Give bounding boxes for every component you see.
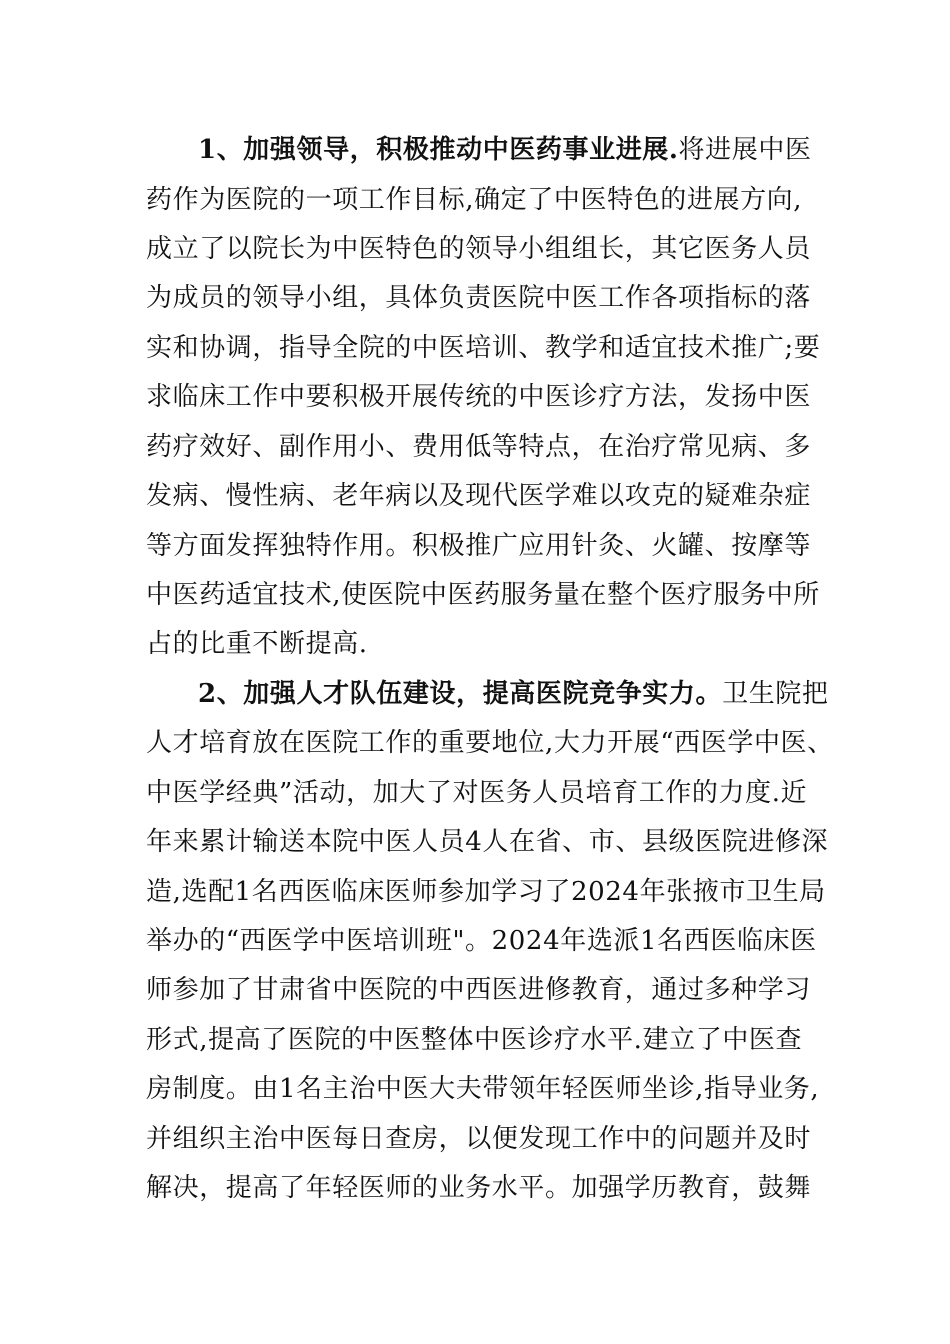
paragraph-1-line-10: 中医药适宜技术,使医院中医药服务量在整个医疗服务中所	[146, 580, 820, 610]
paragraph-1-heading: 1、加强领导，积极推动中医药事业进展.	[198, 135, 679, 165]
paragraph-2-line-1	[198, 674, 829, 714]
paragraph-1-line-7: 药疗效好、副作用小、费用低等特点，在治疗常见病、多	[146, 432, 812, 462]
paragraph-1-line-6: 求临床工作中要积极开展传统的中医诊疗方法，发扬中医	[146, 382, 812, 412]
paragraph-2-line-8: 形式,提高了医院的中医整体中医诊疗水平.建立了中医查	[146, 1025, 803, 1055]
paragraph-2-line-7: 师参加了甘肃省中医院的中西医进修教育，通过多种学习	[146, 975, 812, 1005]
paragraph-2-line-11: 解决，提高了年轻医师的业务水平。加强学历教育，鼓舞	[146, 1173, 812, 1203]
paragraph-1-text: 将进展中医	[678, 135, 812, 165]
paragraph-1-line-9: 等方面发挥独特作用。积极推广应用针灸、火罐、按摩等	[146, 531, 812, 561]
paragraph-1-line-8: 发病、慢性病、老年病以及现代医学难以攻克的疑难杂症	[146, 481, 812, 511]
paragraph-1-line-3: 成立了以院长为中医特色的领导小组组长，其它医务人员	[146, 234, 812, 264]
paragraph-2-text: 卫生院把	[722, 679, 829, 709]
paragraph-1-line-2: 药作为医院的一项工作目标,确定了中医特色的进展方向,	[146, 185, 803, 215]
paragraph-1-line-11: 占的比重不断提高.	[146, 629, 368, 659]
paragraph-2-line-3: 中医学经典”活动，加大了对医务人员培育工作的力度.近	[146, 778, 808, 808]
paragraph-2-line-10: 并组织主治中医每日查房，以便发现工作中的问题并及时	[146, 1124, 812, 1154]
paragraph-2-line-5: 造,选配1名西医临床医师参加学习了2024年张掖市卫生局	[146, 877, 826, 907]
paragraph-2-line-2: 人才培育放在医院工作的重要地位,大力开展“西医学中医、	[146, 728, 834, 758]
paragraph-1-line-5: 实和协调，指导全院的中医培训、教学和适宜技术推广;要	[146, 333, 821, 363]
paragraph-2-line-6: 举办的“西医学中医培训班"。2024年选派1名西医临床医	[146, 926, 817, 956]
paragraph-2-line-9: 房制度。由1名主治中医大夫带领年轻医师坐诊,指导业务,	[146, 1074, 820, 1104]
paragraph-1-line-1	[198, 130, 812, 170]
paragraph-2-line-4: 年来累计输送本院中医人员4人在省、市、县级医院进修深	[146, 827, 829, 857]
paragraph-2-heading: 2、加强人才队伍建设，提高医院竞争实力。	[198, 679, 723, 709]
paragraph-1-line-4: 为成员的领导小组，具体负责医院中医工作各项指标的落	[146, 283, 812, 313]
